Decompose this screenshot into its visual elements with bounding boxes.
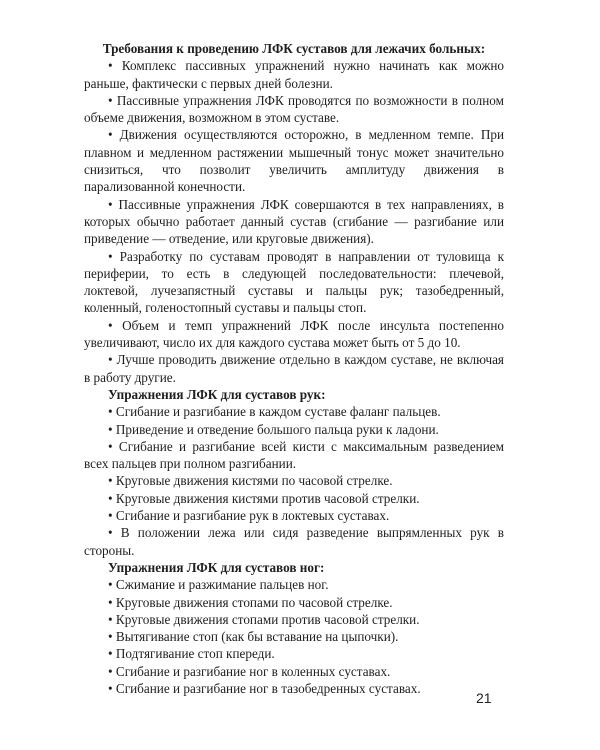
arms-item: • Круговые движения кистями против часовой стрелки.: [108, 490, 420, 506]
arms-item: • Приведение и отведение большого пальца руки к ладони.: [108, 421, 439, 437]
requirements-item: • Лучше проводить движение отдельно в каждом суставе, не включая в работу другие.: [84, 352, 504, 385]
legs-item: • Круговые движения стопами по часовой стрелке.: [108, 594, 393, 610]
requirements-item: • Пассивные упражнения ЛФК проводятся по возможности в полном объеме движения, возможном в этом суставе.: [84, 92, 504, 126]
requirements-item: • Комплекс пассивных упражнений нужно начинать как можно раньше, фактически с первых дней болезни.: [84, 58, 504, 91]
legs-item: • Круговые движения стопами против часовой стрелки.: [108, 611, 420, 627]
requirements-item: • Движения осуществляются осторожно, в медленном темпе. При плавном и медленном растяжении мышечный тонус может значительно снизиться, что позволит увеличить амплитуду движения в парализованной конечности.: [84, 127, 504, 195]
requirements-item: • Объем и темп упражнений ЛФК после инсульта постепенно увеличивают, число их для каждого сустава может быть от 5 до 10.: [84, 317, 504, 351]
legs-item: • Подтягивание стоп кпереди.: [108, 646, 275, 662]
page-number: 21: [476, 690, 492, 706]
arms-item: • Сгибание и разгибание в каждом суставе фаланг пальцев.: [108, 404, 441, 420]
page-content: [84, 40, 504, 697]
legs-item: • Сгибание и разгибание ног в коленных суставах.: [108, 663, 391, 679]
requirements-item: • Пассивные упражнения ЛФК совершаются в тех направлениях, в которых обычно работает данный сустав (сгибание — разгибание или приведение — отведение, или круговые движения).: [84, 196, 504, 247]
legs-item: • Сжимание и разжимание пальцев ног.: [108, 577, 329, 593]
arms-item: • В положении лежа или сидя разведение выпрямленных рук в стороны.: [84, 525, 504, 558]
arms-item: • Сгибание и разгибание всей кисти с максимальным разведением всех пальцев при полном разгибании.: [84, 438, 504, 472]
legs-heading: Упражнения ЛФК для суставов ног:: [108, 559, 325, 575]
requirements-heading: Требования к проведению ЛФК суставов для лежачих больных:: [102, 41, 486, 56]
arms-heading: Упражнения ЛФК для суставов рук:: [108, 386, 326, 402]
legs-item: • Сгибание и разгибание ног в тазобедренных суставах.: [108, 680, 421, 696]
legs-item: • Вытягивание стоп (как бы вставание на цыпочки).: [108, 629, 399, 645]
requirements-item: • Разработку по суставам проводят в направлении от туловища к периферии, то есть в следующей последовательности: плечевой, локтевой, лучезапястный суставы и пальцы рук; тазобедренный, коленный, голеностопный суставы и пальцы стоп.: [84, 248, 504, 316]
arms-item: • Сгибание и разгибание рук в локтевых суставах.: [108, 508, 390, 524]
arms-item: • Круговые движения кистями по часовой стрелке.: [108, 473, 393, 489]
